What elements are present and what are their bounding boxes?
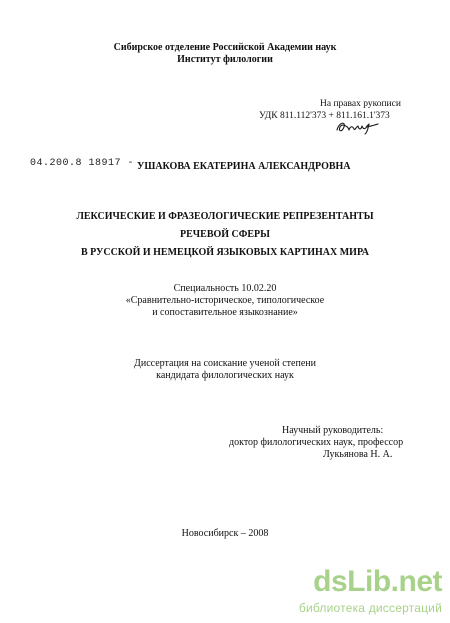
dissertation-line-2: кандидата филологических наук [156,370,294,381]
watermark-logo-tld: .net [390,565,442,598]
organization-line-2: Институт филологии [177,54,273,65]
city-year: Новосибирск – 2008 [181,528,269,539]
supervisor-name: Лукьянова Н. А. [323,449,393,460]
handwritten-signature-icon [334,118,380,136]
specialty-code: Специальность 10.02.20 [173,283,277,294]
watermark-logo-main: dsLib [313,565,391,598]
stamp-number: 04.200.8 18917 - [30,158,135,169]
manuscript-rights-label: На правах рукописи [320,99,401,109]
supervisor-degree: доктор филологических наук, профессор [229,437,404,448]
title-line-1: ЛЕКСИЧЕСКИЕ И ФРАЗЕОЛОГИЧЕСКИЕ РЕПРЕЗЕНТАНТЫ [76,211,374,222]
author-name: УШАКОВА ЕКАТЕРИНА АЛЕКСАНДРОВНА [137,161,351,172]
supervisor-label: Научный руководитель: [282,425,384,436]
specialty-name-line-1: «Сравнительно-историческое, типологическое [125,295,325,306]
title-line-3: В РУССКОЙ И НЕМЕЦКОЙ ЯЗЫКОВЫХ КАРТИНАХ МИРА [81,247,369,258]
udc-code: УДК 811.112'373 + 811.161.1'373 [259,111,390,121]
title-line-2: РЕЧЕВОЙ СФЕРЫ [180,229,270,240]
dissertation-line-1: Диссертация на соискание ученой степени [134,358,316,369]
watermark-logo-text [313,567,442,597]
organization-line-1: Сибирское отделение Российской Академии наук [113,42,337,53]
watermark-logo [298,565,442,617]
watermark-subtitle: библиотека диссертаций [298,601,442,615]
specialty-name-line-2: и сопоставительное языкознание» [152,307,298,318]
